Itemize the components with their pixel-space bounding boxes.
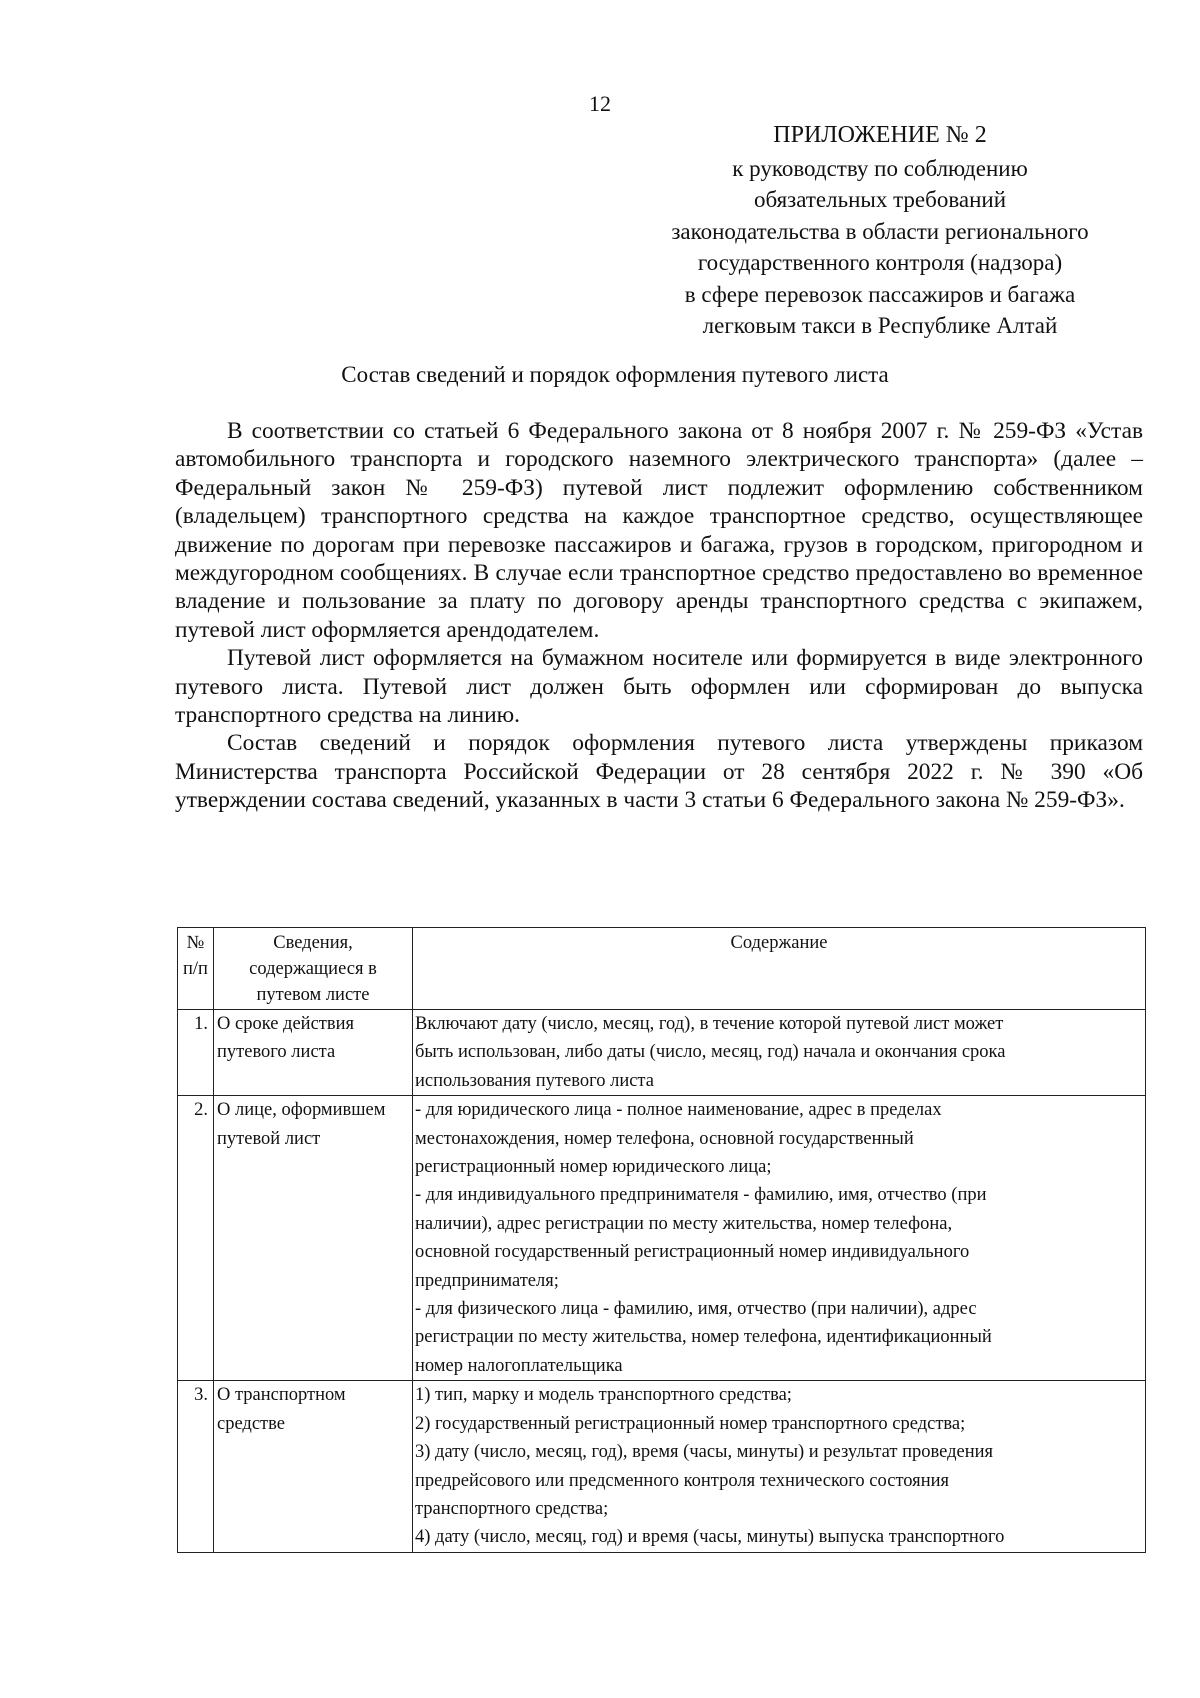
- appendix-line: к руководству по соблюдению: [732, 155, 1028, 181]
- paragraph: Путевой лист оформляется на бумажном носителе или формируется в виде электронного путевого листа. Путевой лист должен быть оформлен или сформирован до выпуска транспортного средства на линию.: [175, 645, 1143, 729]
- content-line: 3) дату (число, месяц, год), время (часы, минуты) и результат проведения: [415, 1442, 993, 1463]
- content-line: 4) дату (число, месяц, год) и время (часы, минуты) выпуска транспортного: [415, 1527, 1005, 1548]
- row-info: О транспортном средстве: [214, 1381, 413, 1552]
- row-info: О сроке действия путевого листа: [214, 1010, 413, 1096]
- document-title: Состав сведений и порядок оформления путевого листа: [341, 362, 889, 387]
- content-line: 2) государственный регистрационный номер транспортного средства;: [415, 1413, 966, 1434]
- row-number: 1.: [178, 1010, 214, 1096]
- content-line: - для физического лица - фамилию, имя, отчество (при наличии), адрес: [415, 1299, 977, 1320]
- content-line: транспортного средства;: [415, 1498, 609, 1519]
- content-line: предрейсового или предсменного контроля технического состояния: [415, 1470, 949, 1491]
- content-line: основной государственный регистрационный номер индивидуального: [415, 1242, 970, 1263]
- appendix-line: легковым такси в Республике Алтай: [702, 313, 1058, 338]
- content-line: Включают дату (число, месяц, год), в течение которой путевой лист может: [415, 1014, 1004, 1034]
- row-content: [413, 1010, 1146, 1096]
- table-header-row: [178, 928, 1146, 1010]
- row-content: [413, 1096, 1146, 1381]
- content-line: местонахождения, номер телефона, основной государственный: [415, 1128, 914, 1149]
- content-line: - для индивидуального предпринимателя - фамилию, имя, отчество (при: [415, 1185, 987, 1206]
- content-line: 1) тип, марку и модель транспортного средства;: [415, 1385, 792, 1406]
- waybill-info-table: [177, 927, 1146, 1553]
- table-row: [178, 1381, 1146, 1552]
- appendix-line: законодательства в области регионального: [671, 218, 1089, 244]
- header-number: № п/п: [178, 928, 214, 1010]
- page-number: 12: [589, 91, 611, 116]
- row-number: 3.: [178, 1381, 214, 1552]
- paragraph: В соответствии со статьей 6 Федерального закона от 8 ноября 2007 г. № 259-ФЗ «Устав автомобильного транспорта и городского наземного электрического транспорта» (далее – Федеральный закон № 259-ФЗ) путевой лист подлежит оформлению собственником (владельцем) транспортного средства на каждое транспортное средство, осуществляющее движение по дорогам при перевозке пассажиров и багажа, грузов в городском, пригородном и междугородном сообщениях. В случае если транспортное средство предоставлено во временное владение и пользование за плату по договору аренды транспортного средства с экипажем, путевой лист оформляется арендодателем.: [175, 418, 1143, 643]
- table-row: [178, 1010, 1146, 1096]
- content-line: регистрации по месту жительства, номер телефона, идентификационный: [415, 1327, 992, 1348]
- content-line: регистрационный номер юридического лица;: [415, 1157, 772, 1178]
- body-text: [175, 417, 1143, 815]
- row-content: [413, 1381, 1146, 1552]
- row-number: 2.: [178, 1096, 214, 1381]
- appendix-line: обязательных требований: [753, 187, 1007, 212]
- content-line: - для юридического лица - полное наименование, адрес в пределах: [415, 1100, 942, 1121]
- appendix-line: государственного контроля (надзора): [697, 250, 1063, 275]
- appendix-title: ПРИЛОЖЕНИЕ № 2: [773, 122, 987, 148]
- content-line: использования путевого листа: [415, 1070, 654, 1091]
- header-info: Сведения, содержащиеся в путевом листе: [214, 928, 413, 1010]
- header-content: Содержание: [413, 928, 1146, 1010]
- paragraph: Состав сведений и порядок оформления путевого листа утверждены приказом Министерства транспорта Российской Федерации от 28 сентября 2022 г. № 390 «Об утверждении состава сведений, указанных в части 3 статьи 6 Федерального закона № 259-ФЗ».: [175, 730, 1143, 814]
- appendix-line: в сфере перевозок пассажиров и багажа: [684, 281, 1076, 307]
- table-row: [178, 1096, 1146, 1381]
- content-line: номер налогоплательщика: [415, 1355, 623, 1376]
- content-line: наличии), адрес регистрации по месту жительства, номер телефона,: [415, 1213, 953, 1234]
- content-line: быть использован, либо даты (число, месяц, год) начала и окончания срока: [415, 1042, 1006, 1063]
- appendix-block: [600, 120, 1160, 342]
- row-info: О лице, оформившем путевой лист: [214, 1096, 413, 1381]
- content-line: предпринимателя;: [415, 1270, 559, 1291]
